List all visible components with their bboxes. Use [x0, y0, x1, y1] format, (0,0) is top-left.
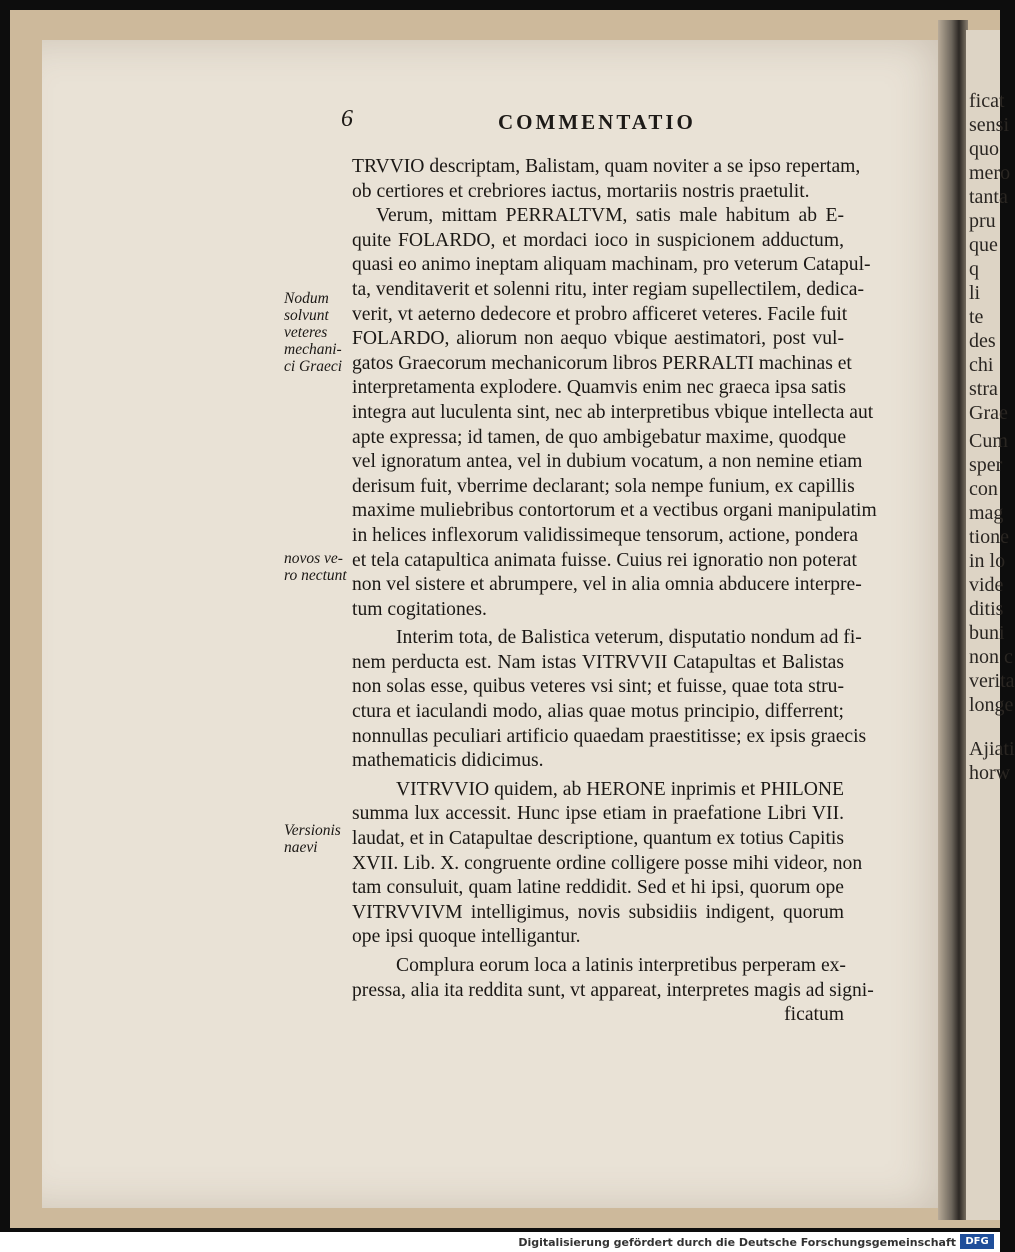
facing-page-fragment: sensi — [969, 114, 1009, 136]
text-line: XVII. Lib. X. congruente ordine colligere posse mihi videor, non — [352, 852, 863, 874]
facing-page-fragment: stra — [969, 378, 998, 400]
facing-page-fragment: ficat — [969, 90, 1005, 112]
catchword: ficatum — [784, 1004, 844, 1026]
margin-note-line: ro nectunt — [284, 567, 347, 584]
facing-page-fragment: quo — [969, 138, 999, 160]
text-line: ctura et iaculandi modo, alias quae motus principio, differrent; — [352, 701, 844, 723]
running-title: COMMENTATIO — [498, 110, 696, 134]
facing-page-fragment: chi — [969, 354, 994, 376]
margin-note — [284, 822, 356, 856]
text-line: integra aut luculenta sint, nec ab interpretibus vbique intellecta aut — [352, 401, 874, 423]
margin-note-line: naevi — [284, 839, 318, 856]
text-line: non solas esse, quibus veteres vsi sint; et fuisse, quae tota stru- — [352, 676, 844, 698]
dfg-logo: DFG — [960, 1234, 994, 1249]
page-number: 6 — [341, 106, 353, 132]
text-line: in helices inflexorum validissimeque tensorum, actione, pondera — [352, 524, 859, 546]
text-line: FOLARDO, aliorum non aequo vbique aestimatori, post vul- — [352, 328, 844, 350]
text-line: Interim tota, de Balistica veterum, disputatio nondum ad fi- — [396, 627, 862, 649]
text-line: summa lux accessit. Hunc ipse etiam in praefatione Libri VII. — [352, 803, 844, 825]
margin-note-line: Nodum — [284, 290, 329, 307]
text-line: tam consuluit, quam latine reddidit. Sed et hi ipsi, quorum ope — [352, 877, 844, 899]
margin-note — [284, 550, 356, 584]
text-line: interpretamenta explodere. Quamvis enim nec graeca ipsa satis — [352, 377, 846, 399]
facing-page-fragment: tanta — [969, 186, 1008, 208]
text-line: nonnullas peculiari artificio quaedam praestitisse; ex ipsis graecis — [352, 725, 867, 747]
text-line: ta, venditaverit et solenni ritu, inter regiam supellectilem, dedica- — [352, 278, 864, 300]
facing-page-fragment: tione — [969, 526, 1009, 548]
text-line: nem perducta est. Nam istas VITRVVII Catapultas et Balistas — [352, 651, 844, 673]
footer-credit: Digitalisierung gefördert durch die Deutsche Forschungsgemeinschaft — [518, 1236, 956, 1249]
text-line: gatos Graecorum mechanicorum libros PERRALTI machinas et — [352, 352, 852, 374]
text-line: tum cogitationes. — [352, 598, 487, 620]
text-line: ob certiores et crebriores iactus, mortariis nostris praetulit. — [352, 180, 810, 202]
facing-page-fragment: des — [969, 330, 996, 352]
text-line: maxime muliebribus contortorum et a vectibus organi manipulatim — [352, 500, 877, 522]
facing-page-fragment: Cum — [969, 430, 1008, 452]
facing-page-edge — [966, 30, 1015, 1220]
text-line: Verum, mittam PERRALTVM, satis male habitum ab E- — [376, 205, 844, 227]
facing-page-fragment: mero — [969, 162, 1011, 184]
margin-note-line: mechani- — [284, 341, 342, 358]
facing-page-fragment: te — [969, 306, 984, 328]
facing-page-fragment: vide — [969, 574, 1004, 596]
text-line: vel ignoratum antea, vel in dubium vocatum, a non nemine etiam — [352, 451, 863, 473]
facing-page-fragment: pru — [969, 210, 996, 232]
margin-note-line: solvunt — [284, 307, 329, 324]
text-line: apte expressa; id tamen, de quo ambigebatur maxime, quodque — [352, 426, 847, 448]
facing-page-fragment: con — [969, 478, 998, 500]
facing-page-fragment: non c — [969, 646, 1013, 668]
text-line: VITRVVIO quidem, ab HERONE inprimis et PHILONE — [396, 778, 844, 800]
facing-page-fragment: verita — [969, 670, 1015, 692]
margin-note-line: ci Graeci — [284, 358, 343, 375]
facing-page-fragment: mag — [969, 502, 1004, 524]
body-text — [352, 155, 877, 1028]
facing-page-fragment: horw — [969, 762, 1011, 784]
text-line: pressa, alia ita reddita sunt, vt appareat, interpretes magis ad signi- — [352, 979, 874, 1001]
text-line: TRVVIO descriptam, Balistam, quam noviter a se ipso repertam, — [352, 156, 861, 177]
margin-note-line: novos ve- — [284, 550, 343, 567]
book-gutter — [938, 20, 968, 1220]
text-line: et tela catapultica animata fuisse. Cuius rei ignoratio non poterat — [352, 549, 857, 571]
facing-page-fragment: Grae — [969, 402, 1008, 424]
margin-note-line: Versionis — [284, 822, 341, 839]
margin-note-line: veteres — [284, 324, 328, 341]
text-line: quasi eo animo ineptam aliquam machinam, pro veterum Catapul- — [352, 254, 871, 276]
text-line: mathematicis didicimus. — [352, 750, 544, 772]
margin-note — [284, 290, 356, 375]
facing-page-fragment: longe — [969, 694, 1014, 716]
text-line: VITRVVIVM intelligimus, novis subsidiis indigent, quorum — [352, 901, 844, 923]
text-line: Complura eorum loca a latinis interpretibus perperam ex- — [396, 955, 846, 976]
facing-page-fragment: sper — [969, 454, 1003, 476]
facing-page-fragment: li — [969, 282, 981, 304]
facing-page-fragment: Ajiati — [969, 738, 1015, 760]
text-line: quite FOLARDO, et mordaci ioco in suspicionem adductum, — [352, 229, 844, 251]
text-line: non vel sistere et abrumpere, vel in alia omnia abducere interpre- — [352, 574, 862, 596]
facing-page-fragment: que — [969, 234, 998, 256]
text-line: verit, vt aeterno dedecore et probro afficeret veteres. Facile fuit — [352, 303, 848, 325]
text-line: derisum fuit, vberrime declarant; sola nempe funium, ex capillis — [352, 475, 855, 497]
facing-page-fragment: in lo — [969, 550, 1006, 572]
facing-page-fragment: ditis — [969, 598, 1004, 620]
facing-page-fragment: q — [969, 258, 979, 280]
text-line: laudat, et in Catapultae descriptione, quantum ex totius Capitis — [352, 828, 844, 850]
facing-page-fragment: buni — [969, 622, 1005, 644]
text-line: ope ipsi quoque intelligantur. — [352, 926, 581, 948]
